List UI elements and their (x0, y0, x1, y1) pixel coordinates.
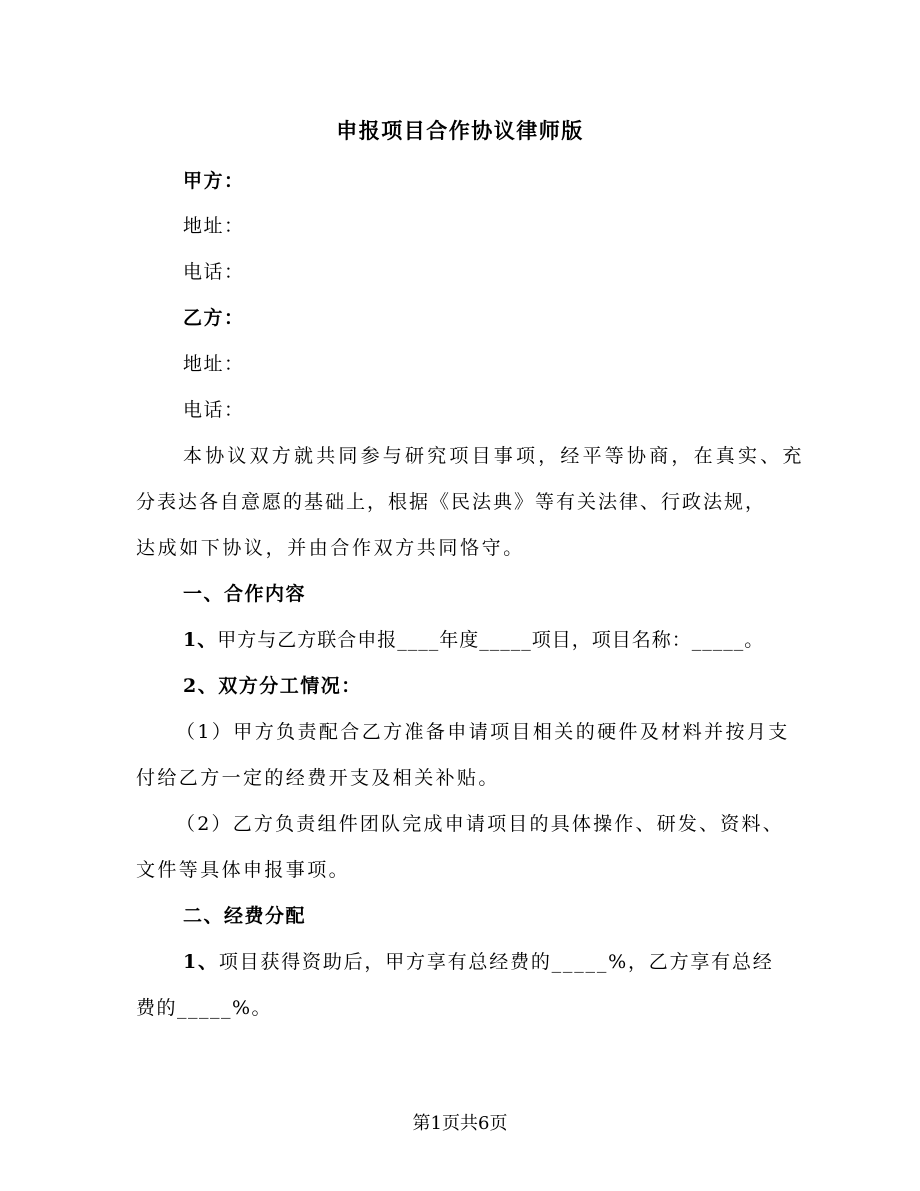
party-b-address: 地址： (183, 353, 245, 375)
section2-item1-text: 项目获得资助后，甲方享有总经费的_____%，乙方享有总经 (218, 951, 774, 973)
document-title: 申报项目合作协议律师版 (336, 118, 584, 143)
section2-item1-number: 1、 (183, 951, 219, 973)
page-footer: 第1页共6页 (412, 1113, 508, 1134)
section1-item1-number: 1、 (183, 629, 218, 651)
party-a-phone: 电话： (183, 261, 245, 283)
section1-item2-heading: 2、双方分工情况： (183, 675, 362, 697)
section1-sub1-line-1: （1）甲方负责配合乙方准备申请项目相关的硬件及材料并按月支 (176, 721, 790, 743)
section1-sub2-line-1: （2）乙方负责组件团队完成申请项目的具体操作、研发、资料、 (176, 813, 784, 835)
preamble-line-3: 达成如下协议，并由合作双方共同恪守。 (136, 537, 525, 559)
section1-sub1-line-2: 付给乙方一定的经费开支及相关补贴。 (136, 767, 500, 789)
section1-sub2-line-2: 文件等具体申报事项。 (136, 859, 351, 881)
party-a-label: 甲方： (183, 170, 245, 192)
section1-item1 (183, 627, 764, 653)
preamble-line-2: 分表达各自意愿的基础上，根据《民法典》等有关法律、行政法规， (136, 491, 767, 513)
section1-heading: 一、合作内容 (183, 583, 307, 605)
section2-item1-line-2: 费的_____%。 (136, 997, 273, 1019)
section1-item1-text: 甲方与乙方联合申报____年度_____项目，项目名称：_____。 (217, 629, 765, 651)
party-b-label: 乙方： (183, 307, 245, 329)
preamble-line-1: 本协议双方就共同参与研究项目事项，经平等协商，在真实、充 (183, 445, 805, 467)
party-a-address: 地址： (183, 215, 245, 237)
party-b-phone: 电话： (183, 399, 245, 421)
section2-item1-line-1 (183, 949, 774, 975)
section2-heading: 二、经费分配 (183, 905, 307, 927)
